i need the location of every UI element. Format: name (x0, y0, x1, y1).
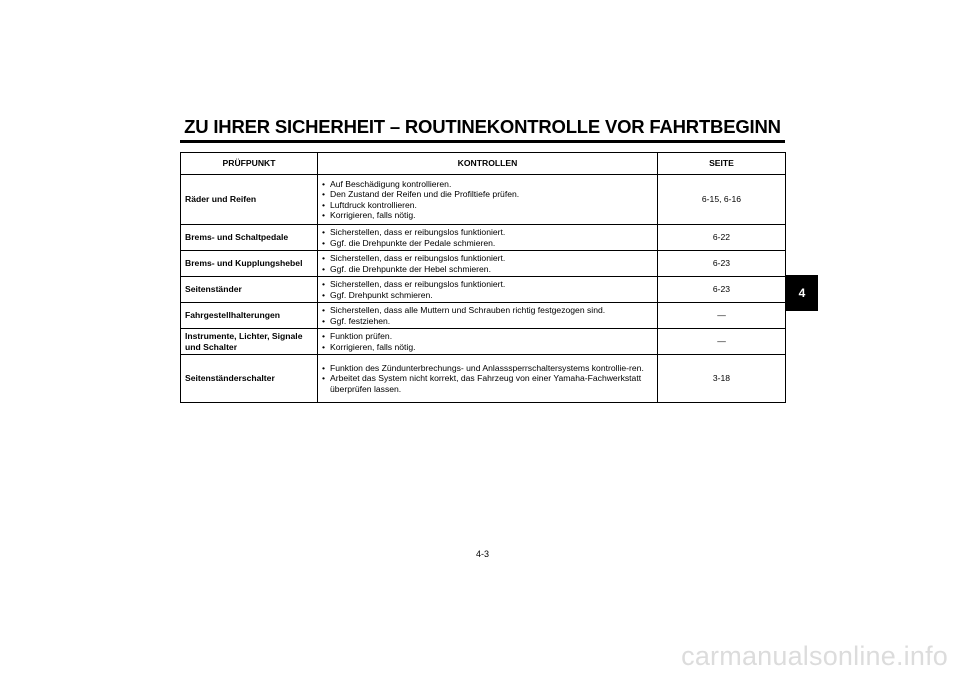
row-checks (318, 175, 658, 225)
row-item: Instrumente, Lichter, Signale und Schalter (181, 329, 318, 355)
check-item: • Sicherstellen, dass er reibungslos funktioniert. (322, 227, 653, 237)
row-page: 3-18 (658, 355, 786, 403)
row-item: Räder und Reifen (181, 175, 318, 225)
check-item: • Sicherstellen, dass alle Muttern und Schrauben richtig festgezogen sind. (322, 305, 653, 315)
table-row (181, 329, 786, 355)
row-checks (318, 225, 658, 251)
check-item: • Auf Beschädigung kontrollieren. (322, 179, 653, 189)
row-checks (318, 303, 658, 329)
row-item: Seitenständer (181, 277, 318, 303)
row-page: 6-22 (658, 225, 786, 251)
table-row (181, 277, 786, 303)
table-header-row (181, 153, 786, 175)
watermark: carmanualsonline.info (681, 641, 948, 671)
check-item: • Ggf. Drehpunkt schmieren. (322, 290, 653, 300)
row-page: 6-23 (658, 251, 786, 277)
row-item: Fahrgestellhalterungen (181, 303, 318, 329)
row-item: Seitenständerschalter (181, 355, 318, 403)
row-page: — (658, 329, 786, 355)
table-row (181, 355, 786, 403)
column-header-checks: KONTROLLEN (318, 153, 658, 175)
check-item: • Arbeitet das System nicht korrekt, das Fahrzeug von einer Yamaha-Fachwerkstatt überprüfen lassen. (322, 373, 653, 393)
check-item: • Den Zustand der Reifen und die Profiltiefe prüfen. (322, 189, 653, 199)
check-item: • Ggf. festziehen. (322, 316, 653, 326)
row-checks (318, 329, 658, 355)
check-item: • Sicherstellen, dass er reibungslos funktioniert. (322, 253, 653, 263)
check-item: • Luftdruck kontrollieren. (322, 200, 653, 210)
check-item: • Korrigieren, falls nötig. (322, 210, 653, 220)
column-header-item: PRÜFPUNKT (181, 153, 318, 175)
row-item: Brems- und Kupplungshebel (181, 251, 318, 277)
check-item: • Korrigieren, falls nötig. (322, 342, 653, 352)
inspection-table (180, 152, 786, 403)
title-rule (180, 140, 785, 143)
check-item: • Funktion des Zündunterbrechungs- und Anlasssperrschaltersystems kontrollie-ren. (322, 363, 653, 373)
page-title: ZU IHRER SICHERHEIT – ROUTINEKONTROLLE VOR FAHRTBEGINN (184, 116, 781, 137)
page-number: 4-3 (475, 549, 489, 559)
row-checks (318, 251, 658, 277)
row-page: — (658, 303, 786, 329)
row-page: 6-23 (658, 277, 786, 303)
check-item: • Sicherstellen, dass er reibungslos funktioniert. (322, 279, 653, 289)
row-checks (318, 355, 658, 403)
table-row (181, 251, 786, 277)
column-header-page: SEITE (658, 153, 786, 175)
row-checks (318, 277, 658, 303)
check-item: • Ggf. die Drehpunkte der Hebel schmieren. (322, 264, 653, 274)
row-item: Brems- und Schaltpedale (181, 225, 318, 251)
table-row (181, 175, 786, 225)
check-item: • Ggf. die Drehpunkte der Pedale schmieren. (322, 238, 653, 248)
table-row (181, 303, 786, 329)
row-page: 6-15, 6-16 (658, 175, 786, 225)
table-row (181, 225, 786, 251)
chapter-tab: 4 (786, 275, 818, 311)
check-item: • Funktion prüfen. (322, 331, 653, 341)
